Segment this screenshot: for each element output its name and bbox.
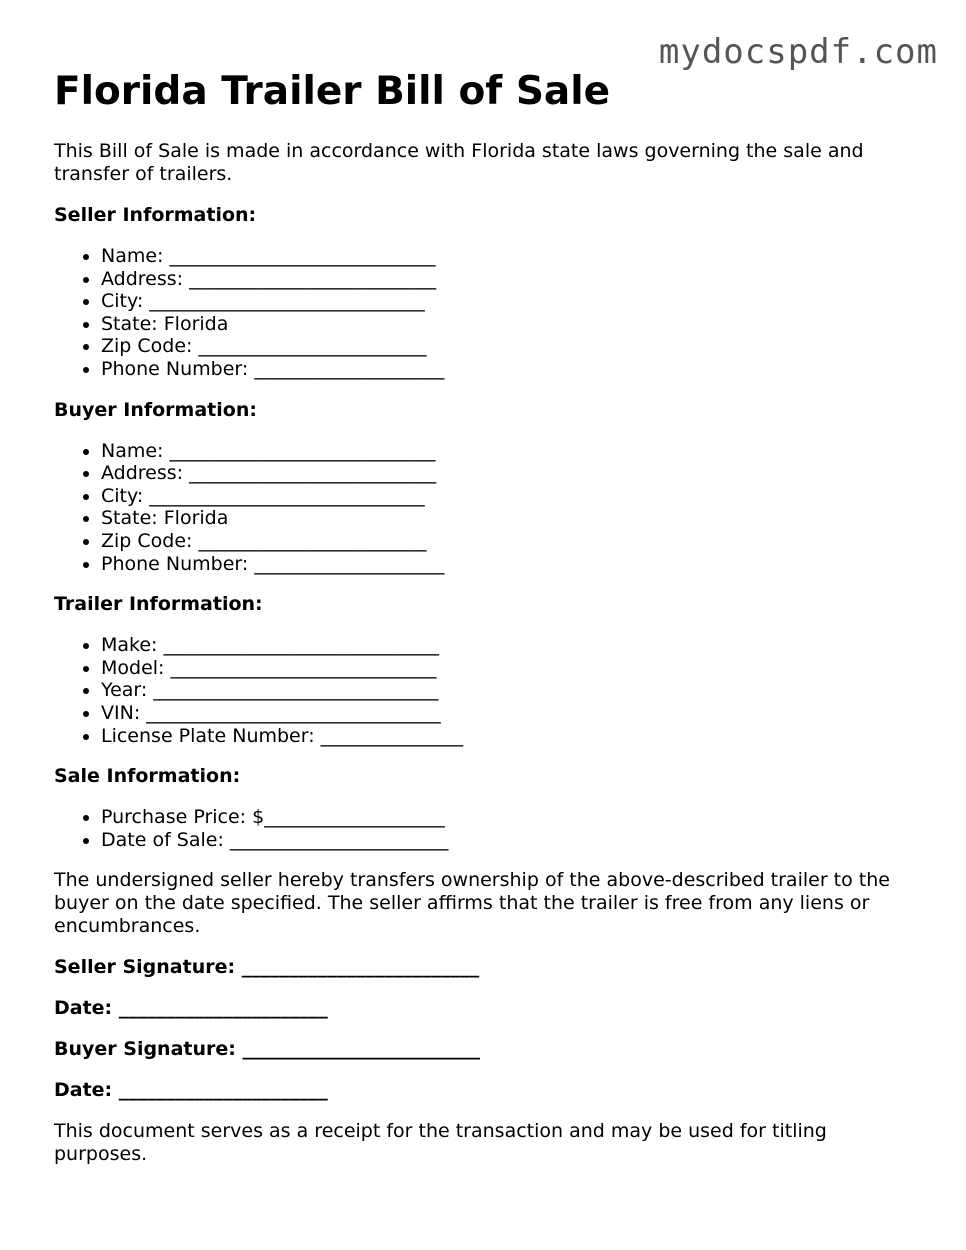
seller-zip-field: • Zip Code: ________________________ <box>101 335 914 358</box>
intro-paragraph: This Bill of Sale is made in accordance with Florida state laws governing the sale and transfer of trailers. <box>54 140 864 185</box>
page-title: Florida Trailer Bill of Sale <box>54 69 611 114</box>
trailer-make-field: • Make: _____________________________ <box>101 634 914 657</box>
buyer-zip-field: • Zip Code: ________________________ <box>101 530 914 553</box>
buyer-date-line: Date: ______________________ <box>54 1079 328 1102</box>
trailer-plate-field: • License Plate Number: _______________ <box>101 725 914 748</box>
seller-city-field: • City: _____________________________ <box>101 290 914 313</box>
seller-address-field: • Address: __________________________ <box>101 268 914 291</box>
buyer-city-field: • City: _____________________________ <box>101 485 914 508</box>
buyer-fields <box>54 440 914 576</box>
sale-fields <box>54 806 914 851</box>
seller-signature-line: Seller Signature: _________________________ <box>54 956 480 979</box>
sale-date-field: • Date of Sale: _______________________ <box>101 829 914 852</box>
trailer-year-field: • Year: ______________________________ <box>101 679 914 702</box>
closing-paragraph: This document serves as a receipt for the transaction and may be used for titling purposes. <box>54 1120 827 1166</box>
buyer-heading: Buyer Information: <box>54 398 257 421</box>
seller-date-line: Date: ______________________ <box>54 997 328 1020</box>
sale-price-field: • Purchase Price: $___________________ <box>101 806 914 829</box>
buyer-state-field: • State: Florida <box>101 507 914 530</box>
document-page <box>54 68 914 1166</box>
seller-name-field: • Name: ____________________________ <box>101 245 914 268</box>
trailer-heading: Trailer Information: <box>54 593 263 616</box>
seller-fields <box>54 245 914 381</box>
buyer-signature-line: Buyer Signature: _________________________ <box>54 1038 480 1061</box>
seller-heading: Seller Information: <box>54 204 257 226</box>
buyer-phone-field: • Phone Number: ____________________ <box>101 553 914 576</box>
trailer-vin-field: • VIN: _______________________________ <box>101 702 914 725</box>
transfer-paragraph: The undersigned seller hereby transfers ownership of the above-described trailer to the buyer on the date specified. The seller affirms that the trailer is free from any liens or encumbrances. <box>54 869 890 938</box>
seller-phone-field: • Phone Number: ____________________ <box>101 358 914 381</box>
buyer-address-field: • Address: __________________________ <box>101 462 914 485</box>
sale-heading: Sale Information: <box>54 765 241 788</box>
buyer-name-field: • Name: ____________________________ <box>101 440 914 463</box>
seller-state-field: • State: Florida <box>101 313 914 336</box>
watermark: mydocspdf.com <box>658 32 938 72</box>
trailer-fields <box>54 634 914 747</box>
trailer-model-field: • Model: ____________________________ <box>101 657 914 680</box>
